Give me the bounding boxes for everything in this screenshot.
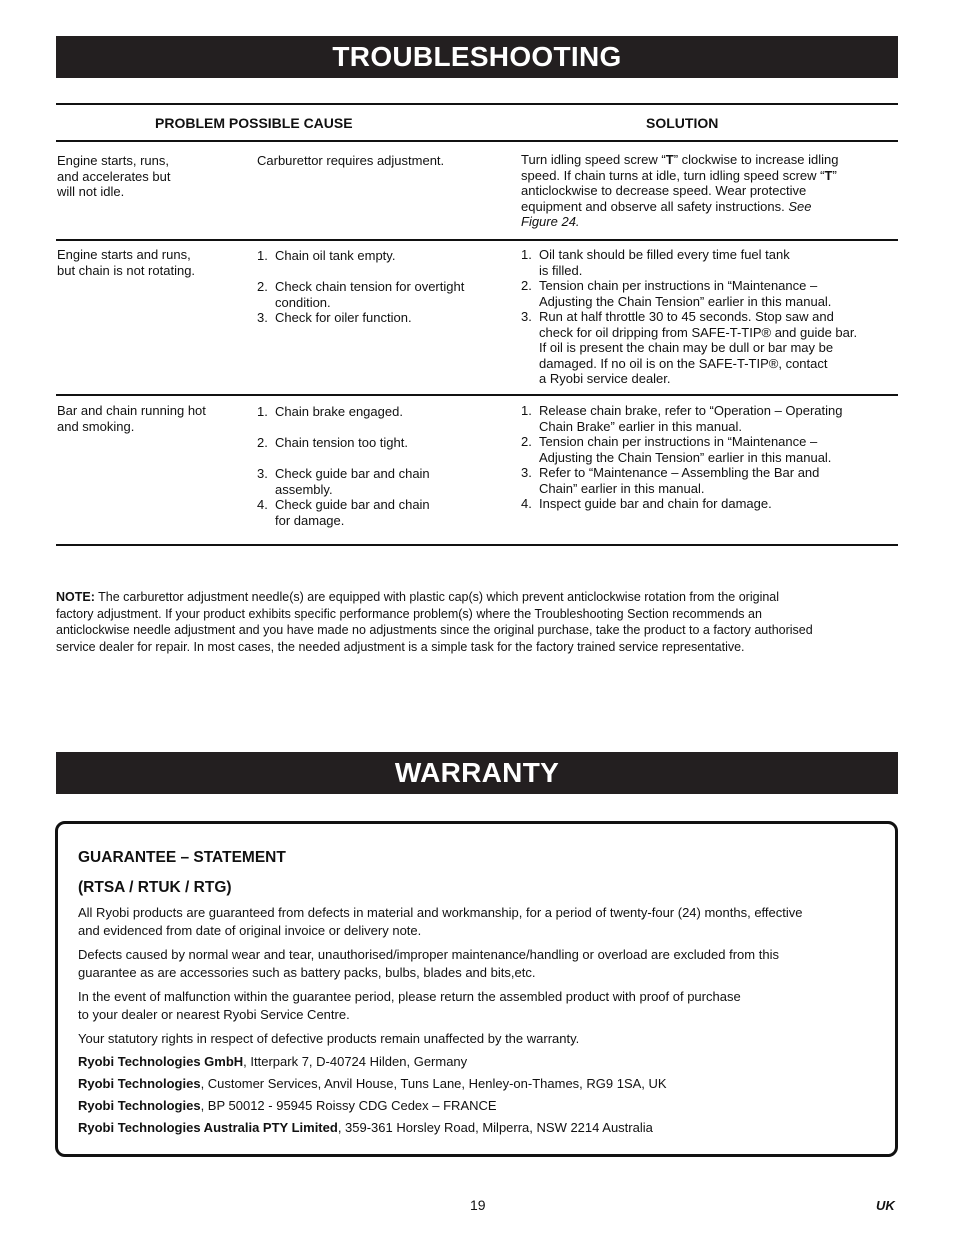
note-label: NOTE: (56, 590, 95, 604)
carburettor-note: NOTE: The carburettor adjustment needle(s) are equipped with plastic cap(s) which prevent anticlockwise rotation from the original factory adjustment. If your product exhibits specific performance problem(s) where the Troubleshooting Section recommends an anticlockwise needle adjustment and you have made no adjustments since the original purchase, take the product to a factory authorised service dealer for repair. In most cases, the needed adjustment is a simple task for the factory trained service representative. (56, 590, 813, 655)
table-bottom-rule (56, 544, 898, 546)
table-top-rule (56, 103, 898, 105)
region-label: UK (876, 1198, 895, 1213)
guarantee-heading: GUARANTEE – STATEMENT (78, 849, 286, 866)
row2-cause-1: 1. Chain oil tank empty. (257, 248, 396, 263)
guarantee-paragraph: In the event of malfunction within the guarantee period, please return the assembled product with proof of purchase to your dealer or nearest Ryobi Service Centre. (78, 989, 741, 1022)
row3-solution-4: 4. Inspect guide bar and chain for damage. (521, 496, 772, 511)
row3-problem: Bar and chain running hot and smoking. (57, 403, 206, 434)
row2-problem: Engine starts and runs, but chain is not rotating. (57, 247, 196, 278)
row3-solution-2: 2. Tension chain per instructions in “Maintenance – Adjusting the Chain Tension” earlier in this manual. (521, 434, 832, 465)
row2-cause-2: 2. Check chain tension for overtight condition. (257, 279, 465, 310)
row3-cause-1: 1. Chain brake engaged. (257, 404, 403, 419)
header-solution: SOLUTION (646, 115, 719, 131)
guarantee-paragraph: Your statutory rights in respect of defective products remain unaffected by the warranty. (78, 1031, 580, 1046)
row-divider (56, 394, 898, 396)
address-uk: Ryobi Technologies, Customer Services, Anvil House, Tuns Lane, Henley-on-Thames, RG9 1SA, UK (78, 1076, 667, 1091)
row1-solution: Turn idling speed screw “T” clockwise to increase idling speed. If chain turns at idle, turn idling speed screw “T” anticlockwise to decrease speed. Wear protective equipment and observe all safety instructions. See Figure 24. (521, 152, 839, 229)
address-germany: Ryobi Technologies GmbH, Itterpark 7, D-40724 Hilden, Germany (78, 1054, 468, 1069)
guarantee-paragraph: All Ryobi products are guaranteed from defects in material and workmanship, for a period of twenty-four (24) months, effective and evidenced from date of original invoice or delivery note. (78, 905, 803, 938)
row1-problem: Engine starts, runs, and accelerates but will not idle. (57, 153, 171, 199)
address-france: Ryobi Technologies, BP 50012 - 95945 Roissy CDG Cedex – FRANCE (78, 1098, 497, 1113)
row1-cause: Carburettor requires adjustment. (257, 153, 445, 168)
row2-solution-2: 2. Tension chain per instructions in “Maintenance – Adjusting the Chain Tension” earlier in this manual. (521, 278, 832, 309)
row3-solution-1: 1. Release chain brake, refer to “Operation – Operating Chain Brake” earlier in this manual. (521, 403, 843, 434)
row3-cause-2: 2. Chain tension too tight. (257, 435, 408, 450)
warranty-title: WARRANTY (56, 752, 898, 794)
page-number: 19 (470, 1197, 486, 1213)
row2-solution-3: 3. Run at half throttle 30 to 45 seconds. Stop saw and check for oil dripping from SAFE-T-TIP® and guide bar. If oil is present the chain may be dull or bar may be damaged. If no oil is on the SAFE-T-TIP®, contact a Ryobi service dealer. (521, 309, 858, 386)
row2-cause-3: 3. Check for oiler function. (257, 310, 412, 325)
row3-cause-3: 3. Check guide bar and chain assembly. (257, 466, 430, 497)
address-australia: Ryobi Technologies Australia PTY Limited, 359-361 Horsley Road, Milperra, NSW 2214 Australia (78, 1120, 653, 1135)
guarantee-subheading: (RTSA / RTUK / RTG) (78, 879, 232, 896)
row-divider (56, 239, 898, 241)
guarantee-paragraph: Defects caused by normal wear and tear, unauthorised/improper maintenance/handling or overload are excluded from this guarantee as are accessories such as battery packs, bulbs, blades and bits,etc. (78, 947, 779, 980)
row3-solution-3: 3. Refer to “Maintenance – Assembling the Bar and Chain” earlier in this manual. (521, 465, 820, 496)
row2-solution-1: 1. Oil tank should be filled every time fuel tank is filled. (521, 247, 790, 278)
row3-cause-4: 4. Check guide bar and chain for damage. (257, 497, 430, 528)
header-problem-cause: PROBLEM POSSIBLE CAUSE (155, 115, 353, 131)
troubleshooting-title: TROUBLESHOOTING (56, 36, 898, 78)
table-header-rule (56, 140, 898, 142)
